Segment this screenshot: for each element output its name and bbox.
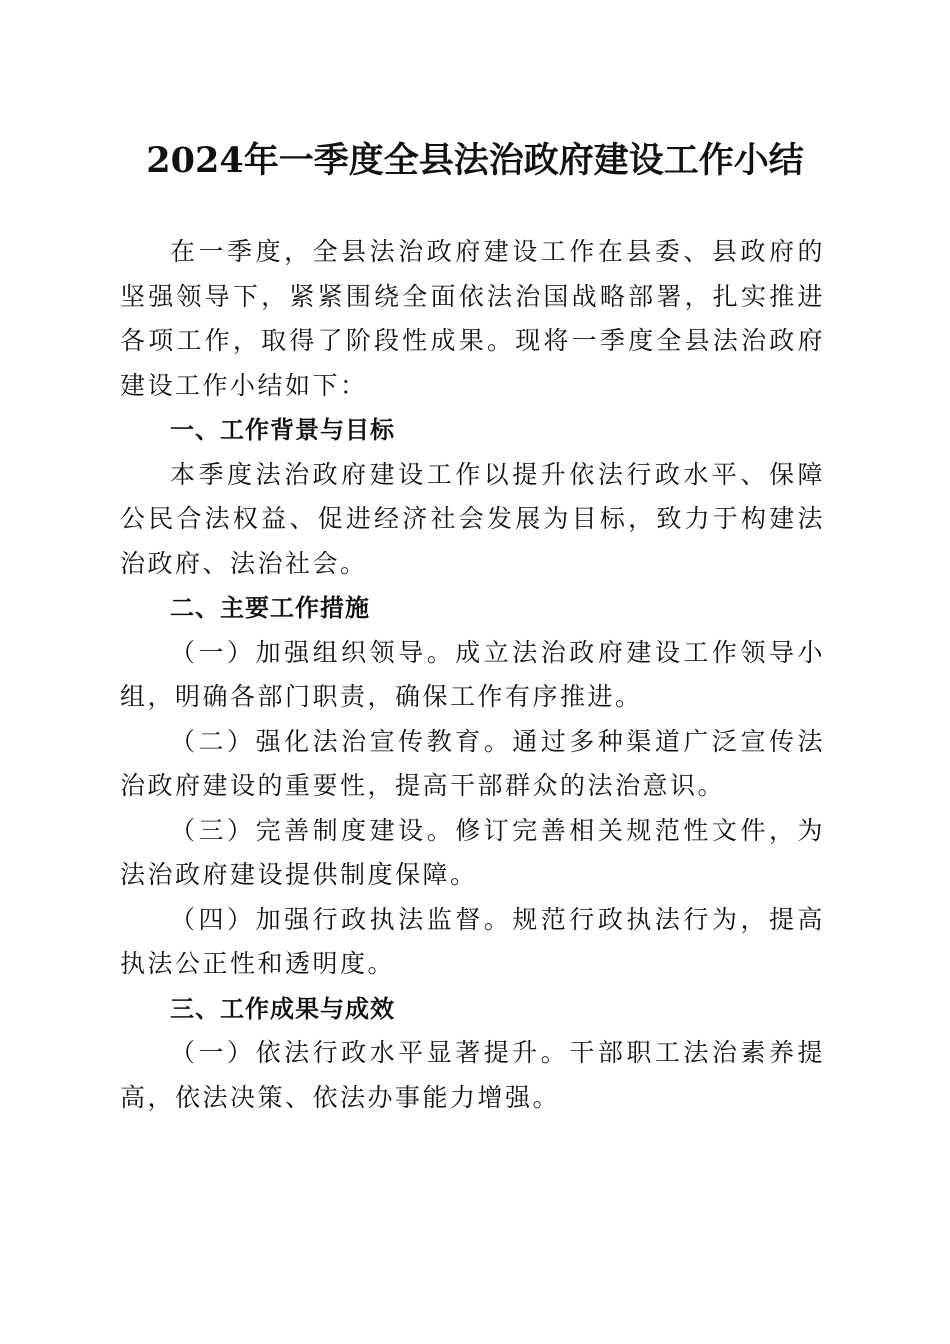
intro-paragraph: 在一季度，全县法治政府建设工作在县委、县政府的坚强领导下，紧紧围绕全面依法治国战略部署，扎实推进各项工作，取得了阶段性成果。现将一季度全县法治政府建设工作小结如下： <box>120 237 825 400</box>
section-heading-measures: 二、主要工作措施 <box>170 594 370 622</box>
paragraph-measure-3: （三）完善制度建设。修订完善相关规范性文件，为法治政府建设提供制度保障。 <box>120 815 825 889</box>
document-title: 2024年一季度全县法治政府建设工作小结 <box>146 140 804 181</box>
paragraph-result-1: （一）依法行政水平显著提升。干部职工法治素养提高，依法决策、依法办事能力增强。 <box>120 1038 825 1112</box>
paragraph-background-goal: 本季度法治政府建设工作以提升依法行政水平、保障公民合法权益、促进经济社会发展为目标，致力于构建法治政府、法治社会。 <box>120 459 825 578</box>
paragraph-measure-4: （四）加强行政执法监督。规范行政执法行为，提高执法公正性和透明度。 <box>120 904 825 978</box>
paragraph-measure-2: （二）强化法治宣传教育。通过多种渠道广泛宣传法治政府建设的重要性，提高干部群众的法治意识。 <box>120 726 825 800</box>
paragraph-measure-1: （一）加强组织领导。成立法治政府建设工作领导小组，明确各部门职责，确保工作有序推进。 <box>120 637 825 711</box>
section-heading-background: 一、工作背景与目标 <box>170 416 395 444</box>
document-body <box>120 230 825 1120</box>
section-heading-results: 三、工作成果与成效 <box>170 994 395 1023</box>
